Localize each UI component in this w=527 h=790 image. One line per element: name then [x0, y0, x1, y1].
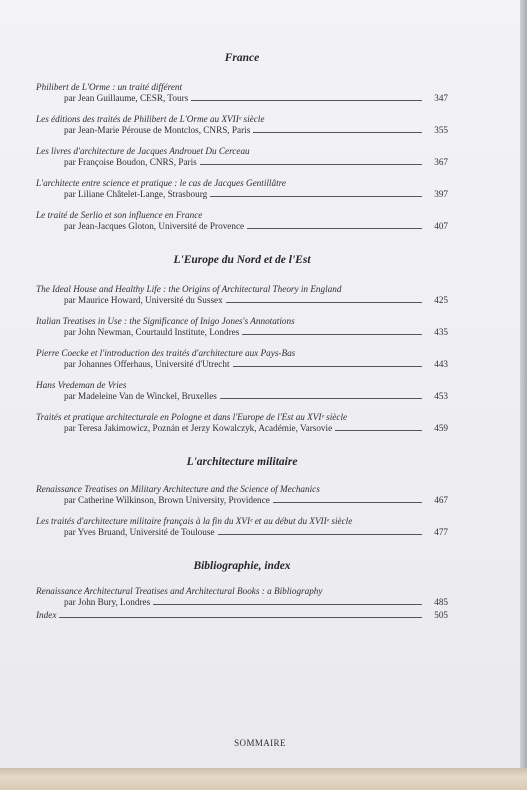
entry-page: 367 — [434, 157, 448, 167]
section-bibliographie-index — [36, 560, 448, 621]
book-spine — [520, 0, 527, 790]
entry-page: 477 — [434, 527, 448, 537]
toc-entry — [36, 412, 448, 434]
entry-title: Le traité de Serlio et son influence en France — [36, 210, 203, 220]
entry-page: 347 — [434, 93, 448, 103]
toc-entry — [36, 178, 448, 200]
toc-entry — [36, 484, 448, 506]
entry-author: par Teresa Jakimowicz, Poznán et Jerzy Kowalczyk, Académie, Varsovie — [64, 423, 333, 433]
dot-leader — [191, 100, 422, 101]
entry-title: Les traités d'architecture militaire français à la fin du XVIᵉ et au début du XVIIᵉ siècle — [36, 516, 353, 526]
toc-entry — [36, 210, 448, 232]
entry-page: 407 — [434, 221, 448, 231]
toc-entry — [36, 586, 448, 608]
dot-leader — [210, 196, 422, 197]
entry-page: 397 — [434, 189, 448, 199]
toc-entry — [36, 516, 448, 538]
toc-entry — [36, 146, 448, 168]
section-title: L'Europe du Nord et de l'Est — [173, 254, 311, 266]
dot-leader — [273, 502, 422, 503]
page-edge — [0, 768, 527, 790]
entry-author: par Jean-Jacques Gloton, Université de Provence — [64, 221, 245, 231]
entry-title: Les éditions des traités de Philibert de L'Orme au XVIIᵉ siècle — [36, 114, 265, 124]
entry-author: par Madeleine Van de Winckel, Bruxelles — [64, 391, 217, 401]
entry-page: 355 — [434, 125, 448, 135]
toc-entry — [36, 284, 448, 306]
entry-title: L'architecte entre science et pratique : le cas de Jacques Gentillâtre — [36, 178, 286, 188]
entry-title: Pierre Coecke et l'introduction des traités d'architecture aux Pays-Bas — [36, 348, 296, 358]
entry-page: 435 — [434, 327, 448, 337]
entry-page: 425 — [434, 295, 448, 305]
entry-title: Renaissance Architectural Treatises and Architectural Books : a Bibliography — [36, 586, 323, 596]
entry-title: Italian Treatises in Use : the Significance of Inigo Jones's Annotations — [36, 316, 295, 326]
section-title: Bibliographie, index — [193, 560, 291, 572]
entry-page: 485 — [434, 597, 448, 607]
table-of-contents — [36, 52, 448, 621]
toc-entry — [36, 348, 448, 370]
entry-author: par Françoise Boudon, CNRS, Paris — [64, 157, 197, 167]
entry-author: par Maurice Howard, Université du Sussex — [64, 295, 223, 305]
entry-title: Renaissance Treatises on Military Architecture and the Science of Mechanics — [36, 484, 320, 494]
toc-entry — [36, 114, 448, 136]
entry-author: par John Newman, Courtauld Institute, Londres — [64, 327, 240, 337]
entry-author: par John Bury, Londres — [64, 597, 151, 607]
dot-leader — [200, 164, 422, 165]
dot-leader — [59, 617, 422, 618]
entry-author: par Catherine Wilkinson, Brown University, Providence — [64, 495, 270, 505]
toc-entry — [36, 82, 448, 104]
entry-title: Philibert de L'Orme : un traité différent — [36, 82, 183, 92]
section-europe-nord-est — [36, 254, 448, 434]
dot-leader — [247, 228, 422, 229]
entry-page: 453 — [434, 391, 448, 401]
entry-title: Hans Vredeman de Vries — [36, 380, 127, 390]
section-architecture-militaire — [36, 456, 448, 538]
entry-author: par Yves Bruand, Université de Toulouse — [64, 527, 215, 537]
entry-author: par Jean Guillaume, CESR, Tours — [64, 93, 189, 103]
entry-title: Index — [36, 610, 57, 620]
dot-leader — [335, 430, 422, 431]
section-france — [36, 52, 448, 232]
dot-leader — [218, 534, 422, 535]
entry-title: Traités et pratique architecturale en Pologne et dans l'Europe de l'Est au XVIᵉ siècle — [36, 412, 348, 422]
entry-page: 505 — [434, 610, 448, 620]
dot-leader — [242, 334, 422, 335]
entry-title: Les livres d'architecture de Jacques Androuet Du Cerceau — [36, 146, 250, 156]
entry-title: The Ideal House and Healthy Life : the Origins of Architectural Theory in England — [36, 284, 342, 294]
dot-leader — [253, 132, 422, 133]
section-title: France — [224, 52, 260, 64]
entry-page: 459 — [434, 423, 448, 433]
dot-leader — [153, 604, 422, 605]
toc-entry — [36, 316, 448, 338]
entry-author: par Jean-Marie Pérouse de Montclos, CNRS, Paris — [64, 125, 251, 135]
entry-page: 467 — [434, 495, 448, 505]
dot-leader — [220, 398, 422, 399]
entry-page: 443 — [434, 359, 448, 369]
dot-leader — [233, 366, 422, 367]
section-title: L'architecture militaire — [186, 456, 298, 468]
toc-entry — [36, 380, 448, 402]
entry-author: par Liliane Châtelet-Lange, Strasbourg — [64, 189, 208, 199]
dot-leader — [226, 302, 422, 303]
toc-entry-index — [36, 610, 448, 621]
page-footer: SOMMAIRE — [234, 738, 286, 748]
entry-author: par Johannes Offerhaus, Université d'Utrecht — [64, 359, 230, 369]
